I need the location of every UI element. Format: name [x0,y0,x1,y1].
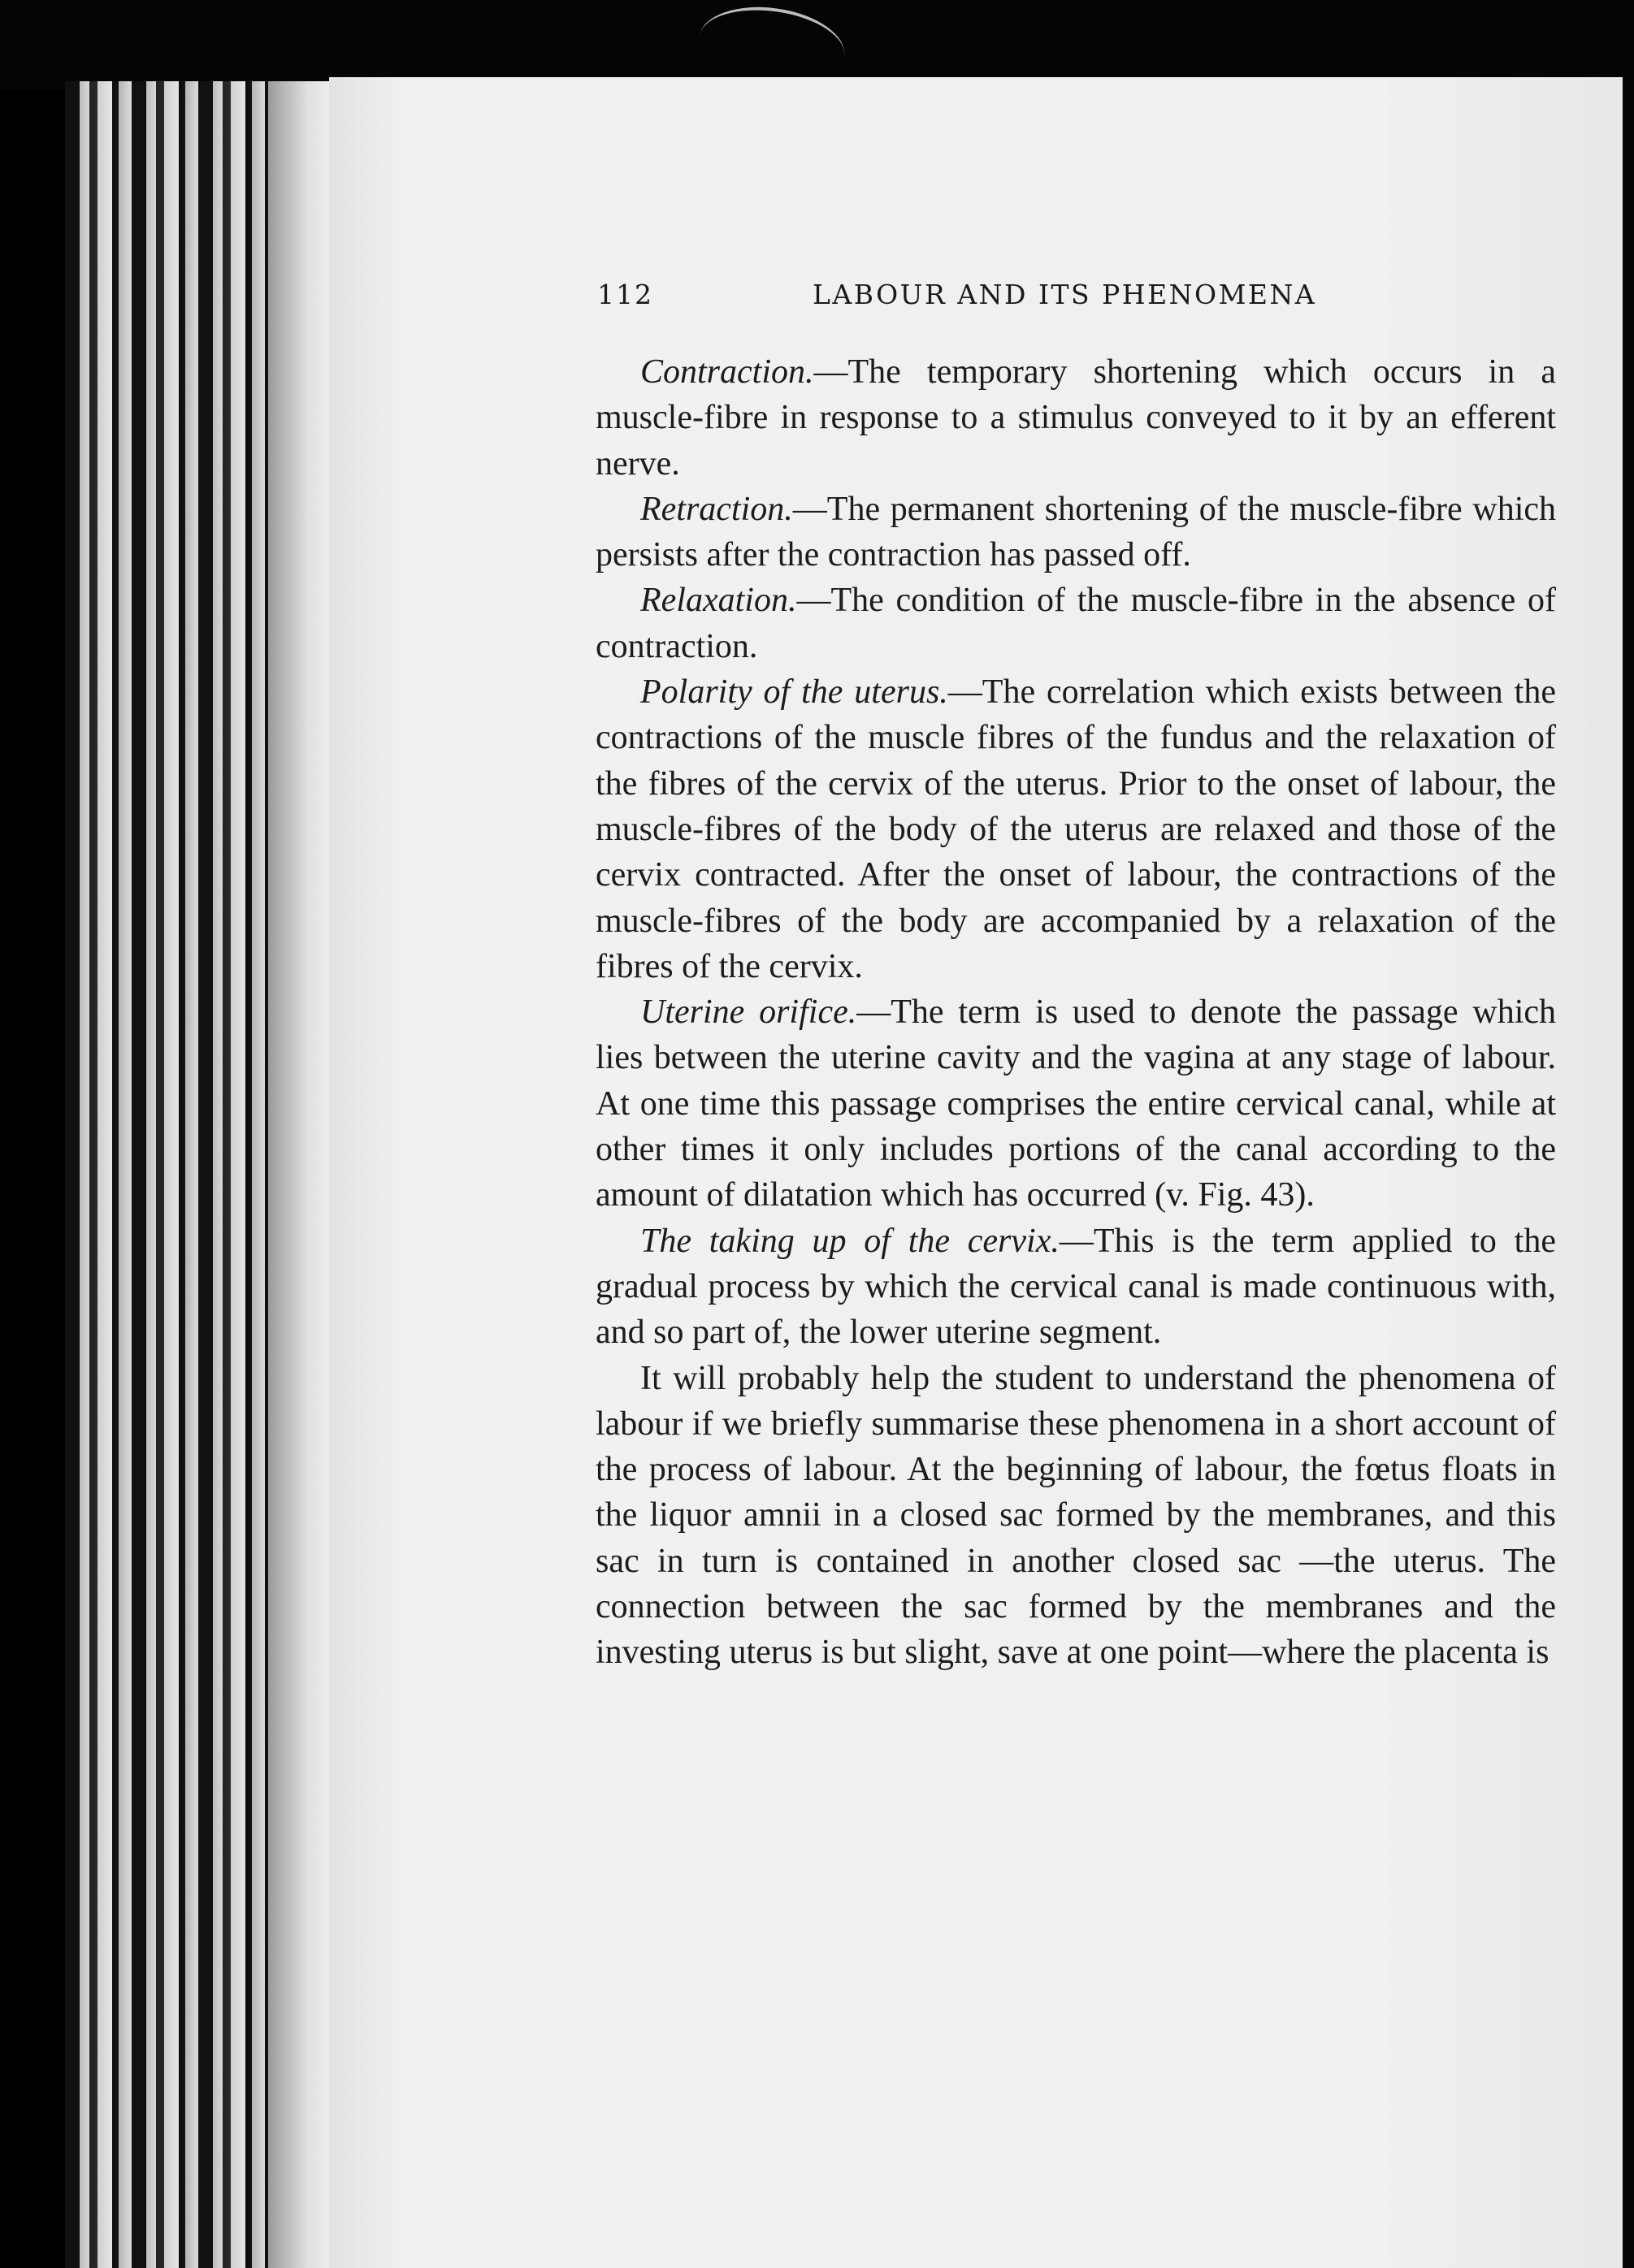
definition-text: —The term is used to denote the passage which lies between the uterine cavity and the vagina at any stage of labour. At one time this passage comprises the entire cervical canal, while at other times it only includes portions of the canal according to the amount of dilatation which has occurred (v. Fig. 43). [596,993,1557,1214]
summary-paragraph: It will probably help the student to understand the phenomena of labour if we briefly summarise these phenomena in a short account of the process of labour. At the beginning of labour, the fœtus floats in the liquor amnii in a closed sac formed by the membranes, and this sac in turn is contained in another closed sac —the uterus. The connection between the sac formed by the membranes and the investing uterus is but slight, save at one point—where the placenta is [596,1359,1556,1672]
definition-paragraph [596,989,1556,1218]
definition-term: Uterine orifice. [640,993,857,1032]
page-number: 112 [597,279,653,310]
definition-term: Contraction. [640,353,814,391]
definition-text: —The correlation which exists between the contractions of the muscle fibres of the fundus and the relaxation of the fibres of the cervix of the uterus. Prior to the onset of labour, the muscle-fibres of the body of the uterus are relaxed and those of the cervix contracted. After the onset of labour, the contractions of the muscle-fibres of the body are accompanied by a relaxation of the fibres of the cervix. [596,673,1556,985]
definition-term: Retraction. [640,490,793,528]
page-body [596,349,1556,1676]
definition-paragraph [596,669,1556,989]
running-head: LABOUR AND ITS PHENOMENA [813,279,1317,310]
definition-text: —The temporary shortening which occurs in a muscle-fibre in response to a stimulus conveyed to it by an efferent nerve. [596,353,1556,483]
definition-term: Polarity of the uterus. [640,673,948,712]
definition-term: Relaxation. [640,582,797,620]
definition-paragraph [596,349,1556,487]
page-header [597,279,1337,319]
definition-paragraph [596,487,1556,578]
right-border [1623,0,1634,2268]
definition-text: —The condition of the muscle-fibre in the absence of contraction. [596,582,1556,665]
gutter-shadow [268,81,333,2268]
definition-paragraph [596,578,1556,669]
definition-term: The taking up of the cervix. [640,1222,1060,1260]
definition-paragraph [596,1218,1556,1356]
definition-text: —This is the term applied to the gradual process by which the cervical canal is made continuous with, and so part of, the lower uterine segment. [596,1222,1556,1352]
definition-text: —The permanent shortening of the muscle-fibre which persists after the contraction has passed off. [596,490,1556,574]
